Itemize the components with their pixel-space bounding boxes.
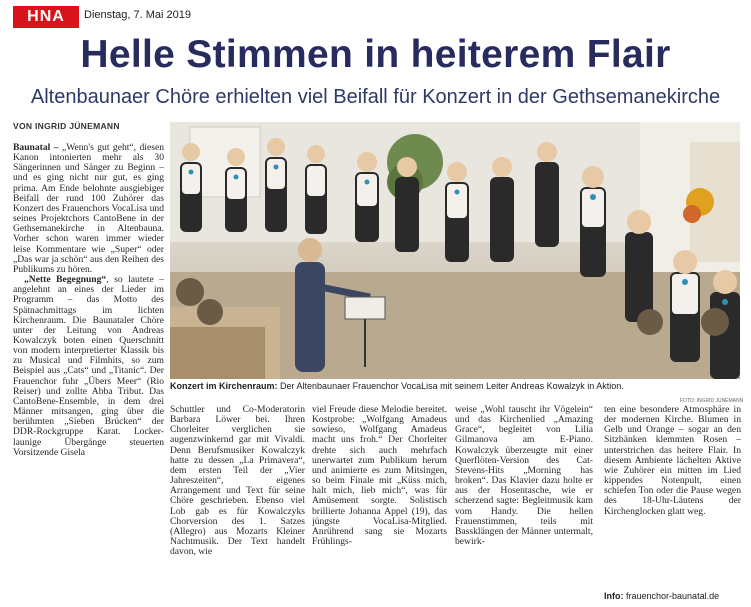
info-line	[604, 591, 719, 601]
choir-photo	[170, 122, 740, 379]
paragraph-1: „Wenn's gut geht“, diesen Kanon intonierten mehr als 30 Sängerinnen und Sänger zu Beginn – und es ging nicht nur gut, es ging prima. Am Ende belohnte ausgiebiger Beifall der rund 100 Zuhörer das Konzert des Frauenchors VocaLisa und seines Projektchors CantoBene in der Gethsemanekirche in Altenbauna. Vorher schon waren immer wieder leise Kommentare wie „Super“ oder „Das war ja schön“ aus den Reihen des Publikums zu hören.	[13, 143, 164, 275]
photo-credit: FOTO: INGRID JÜNEMANN	[680, 398, 744, 404]
caption-text: Der Altenbaunaer Frauenchor VocaLisa mit seinem Leiter Andreas Kowalzyk in Aktion.	[277, 381, 624, 391]
paragraph-2: , so lautete – angelehnt an eines der Lieder im Programm – das Motto des Spätnachmittags im lichten Kirchenraum. Die Baunataler Chöre unter der Leitung von Andreas Kowalczyk boten einen Querschnitt von modern interpretierter Klassik bis zu Musical und Filmhits, so zum Beispiel aus „Cats“ und „Titanic“. Der Frauenchor fuhr „Übers Meer“ (Rio Reiser) und zollte Abba Tribut. Das CantoBene-Ensemble, in dem drei Männer mitsangen, ging über die berühmten „Sieben Brücken“ der DDR-Rockgruppe Karat. Locker-launige Übergänge steuerten Vorsitzende Gisela	[13, 274, 164, 458]
article-column-1	[13, 143, 164, 605]
newspaper-logo: HNA	[13, 6, 79, 28]
article-headline: Helle Stimmen in heiterem Flair	[80, 33, 671, 76]
subheading-nette-begegnung: „Nette Begegnung“	[23, 274, 107, 286]
article-column-4: weise „Wohl tauscht ihr Vögelein“ und das Kirchenlied „Amazing Grace“, begleitet von Lilia Gilmanova am E-Piano. Kowalczyk überzeugte mit einer Querflöten-Version des Cat-Stevens-Hits „Morning has broken“. Das Klavier dazu holte er aus der Hosentasche, wie er scherzend sagte: Begleitmusik kam vom Handy. Die hellen Frauenstimmen, teils mit Bassklängen der Männer untermalt, bewirk-	[455, 405, 593, 548]
article-column-2: Schuttler und Co-Moderatorin Barbara Löwer bei. Ihren Chorleiter verglichen sie augenzwinkernd gar mit Vivaldi. Denn Berufsmusiker Kowalczyk hatte zu dessen „La Primavera“, dem ersten Teil der „Vier Jahreszeiten“, eigenes Arrangement und Text für seine Chöre geschrieben. Ebenso viel Lob gab es für Kowalczyks Chorversion des 1. Satzes (Allegro) aus Mozarts Kleiner Nachtmusik. Der Text handelt davon, wie	[170, 405, 305, 558]
issue-date: Dienstag, 7. Mai 2019	[84, 9, 192, 21]
article-column-3: viel Freude diese Melodie bereitet. Kostprobe: „Wolfgang Amadeus sowieso, Wolfgang Amadeus macht uns froh.“ Der Chorleiter drehte sich auch mehrfach unerwartet zum Publikum herum und animierte es zum Mitsingen, so beim Finale mit „Küss mich, halt mich, lieb mich“, was für Amüsement sorgte. Solistisch brillierte Johanna Appel (19), das jüngste VocaLisa-Mitglied. Anrührend sang sie Mozarts Frühlings-	[312, 405, 447, 548]
dateline: Baunatal –	[13, 143, 62, 153]
byline: VON INGRID JÜNEMANN	[13, 121, 120, 131]
photo-caption	[170, 381, 740, 391]
article-column-5: ten eine besondere Atmosphäre in der modernen Kirche. Blumen in Gelb und Orange – sogar an den Sitzbänken klemmten Rosen – unterstrichen das heitere Flair. In diesem Ambiente lächelten Aktive wie Zuhörer ein mitten im Lied kippendes Notenpult, einen schiefen Ton oder die Pause wegen des 18-Uhr-Läutens der Kirchenglocken glatt weg.	[604, 405, 741, 517]
info-url[interactable]: frauenchor-baunatal.de	[626, 591, 720, 601]
article-subheadline: Altenbaunaer Chöre erhielten viel Beifall für Konzert in der Gethsemanekirche	[30, 86, 721, 108]
choir-photo-illustration	[170, 122, 740, 379]
info-label: Info:	[604, 591, 624, 601]
caption-lead: Konzert im Kirchenraum:	[170, 381, 278, 391]
